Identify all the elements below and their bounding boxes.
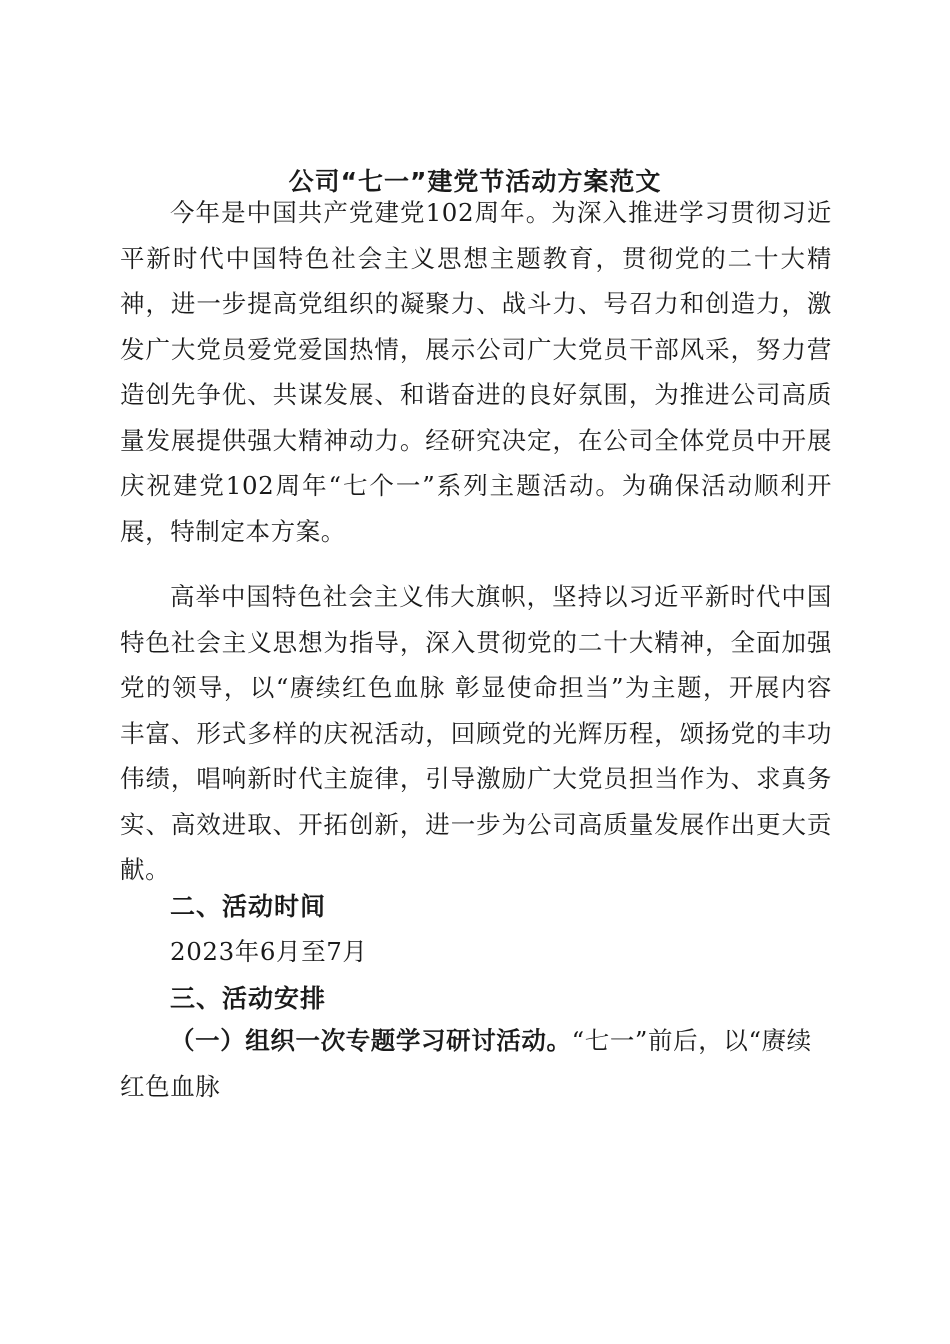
activity-time-text: 2023年6月至7月	[170, 937, 368, 966]
arrangement-item-1-text: “七一”前后，以“赓续红色血脉	[120, 1026, 812, 1101]
section-heading-activity-time: 二、活动时间	[170, 892, 327, 921]
section-heading-activity-arrangement: 三、活动安排	[170, 984, 327, 1013]
arrangement-item-1	[120, 1018, 832, 1109]
guiding-principle-paragraph: 高举中国特色社会主义伟大旗帜，坚持以习近平新时代中国特色社会主义思想为指导，深入贯彻党的二十大精神，全面加强党的领导，以“赓续红色血脉 彰显使命担当”为主题，开展内容丰富、形式多样的庆祝活动，回顾党的光辉历程，颂扬党的丰功伟绩，唱响新时代主旋律，引导激励广大党员担当作为、求真务实、高效进取、开拓创新，进一步为公司高质量发展作出更大贡献。	[120, 582, 832, 884]
arrangement-item-1-title: （一）组织一次专题学习研讨活动。	[170, 1026, 572, 1055]
intro-paragraph: 今年是中国共产党建党102周年。为深入推进学习贯彻习近平新时代中国特色社会主义思想主题教育，贯彻党的二十大精神，进一步提高党组织的凝聚力、战斗力、号召力和创造力，激发广大党员爱党爱国热情，展示公司广大党员干部风采，努力营造创先争优、共谋发展、和谐奋进的良好氛围，为推进公司高质量发展提供强大精神动力。经研究决定，在公司全体党员中开展庆祝建党102周年“七个一”系列主题活动。为确保活动顺利开展，特制定本方案。	[120, 198, 832, 546]
document-title: 公司“七一”建党节活动方案范文	[288, 167, 662, 196]
